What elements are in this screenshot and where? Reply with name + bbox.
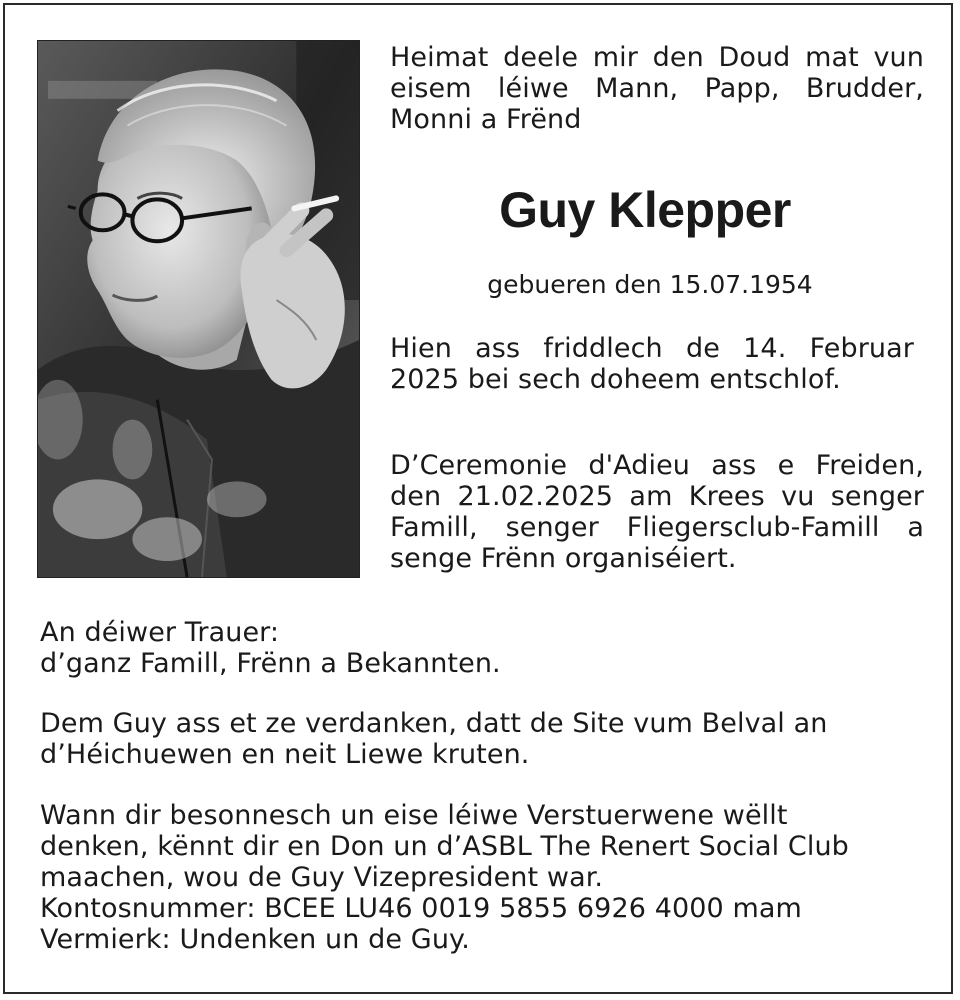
donation-line-3: maachen, wou de Guy Vizepresident war.: [40, 862, 604, 893]
donation-block: [40, 800, 930, 955]
portrait-photo: [37, 40, 360, 578]
deceased-name: Guy Klepper: [499, 182, 791, 238]
passing-text: Hien ass friddlech de 14. Februar 2025 bei sech doheem entschlof.: [390, 333, 914, 395]
account-number: Kontosnummer: BCEE LU46 0019 5855 6926 4000 mam: [40, 893, 802, 924]
tribute-line-1: Dem Guy ass et ze verdanken, datt de Site vum Belval an: [40, 708, 828, 739]
donation-line-2: denken, kënnt dir en Don un d’ASBL The Renert Social Club: [40, 831, 849, 862]
portrait-photo-icon: [38, 41, 359, 577]
mourners-block: [40, 617, 920, 679]
mourners-heading: An déiwer Trauer:: [40, 617, 280, 648]
donation-line-1: Wann dir besonnesch un eise léiwe Verstuerwene wëllt: [40, 800, 788, 831]
tribute-line-2: d’Héichuewen en neit Liewe kruten.: [40, 739, 530, 770]
mourners-names: d’ganz Famill, Frënn a Bekannten.: [40, 648, 501, 679]
tribute-block: [40, 708, 920, 770]
birth-date: gebueren den 15.07.1954: [487, 270, 813, 299]
payment-reference: Vermierk: Undenken un de Guy.: [40, 924, 470, 955]
intro-text: Heimat deele mir den Doud mat vun eisem léiwe Mann, Papp, Brudder, Monni a Frënd: [390, 42, 924, 135]
ceremony-text: D’Ceremonie d'Adieu ass e Freiden, den 21.02.2025 am Krees vu senger Famill, senger Fliegersclub-Famill a senge Frënn organiséiert.: [390, 450, 924, 574]
